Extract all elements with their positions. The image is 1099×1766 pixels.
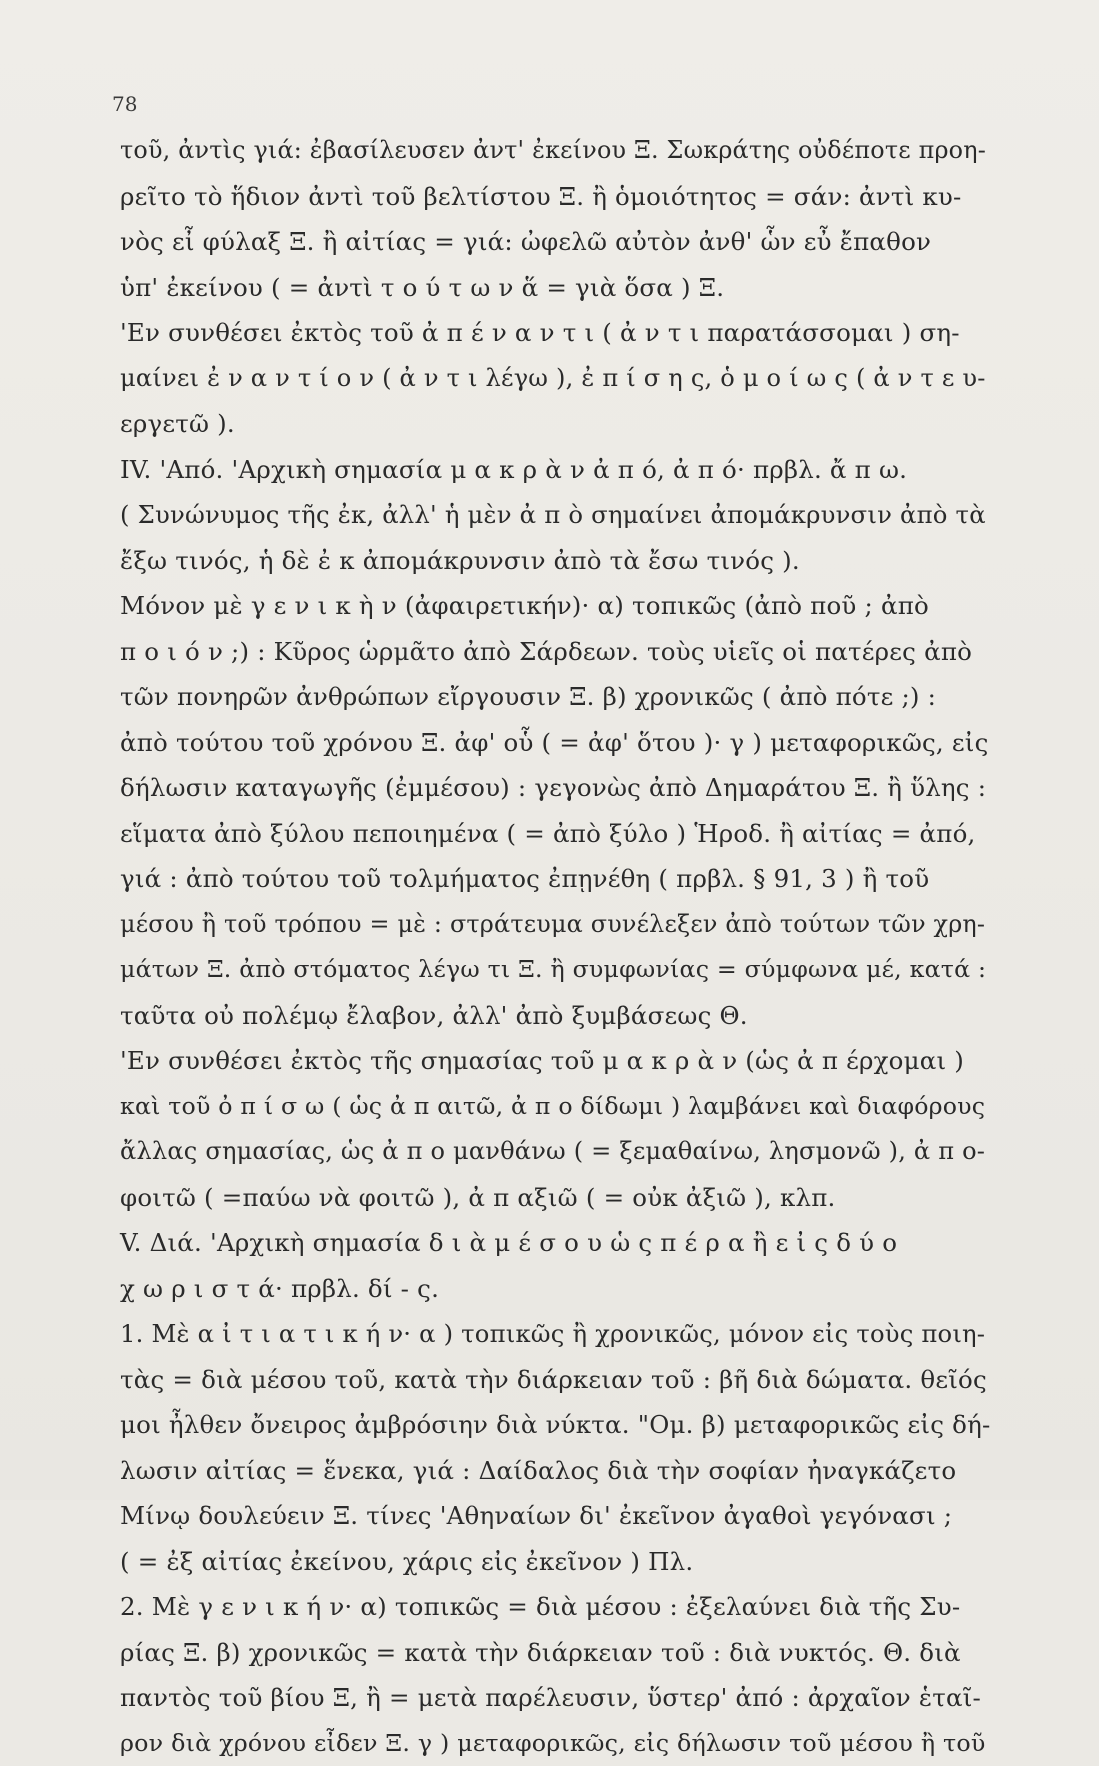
- text-line: π ο ι ό ν ;) : Κῦρος ὡρμᾶτο ἀπὸ Σάρδεων. τοὺς υἱεῖς οἱ πατέρες ἀπὸ: [120, 629, 990, 675]
- text-line: μοι ἦλθεν ὄνειρος ἀμβρόσιην διὰ νύκτα. "Ομ. β) μεταφορικῶς εἰς δή-: [120, 1402, 990, 1448]
- text-line: μάτων Ξ. ἀπὸ στόματος λέγω τι Ξ. ἢ συμφωνίας = σύμφωνα μέ, κατά :: [120, 947, 990, 993]
- text-line: μαίνει ἐ ν α ν τ ί ο ν ( ἀ ν τ ι λέγω ), ἐ π ί σ η ς, ὁ μ ο ί ω ς ( ἀ ν τ ε υ-: [120, 356, 990, 402]
- text-line: τὰς = διὰ μέσου τοῦ, κατὰ τὴν διάρκειαν τοῦ : βῆ διὰ δώματα. θεῖός: [120, 1357, 990, 1403]
- text-line: ρον διὰ χρόνου εἶδεν Ξ. γ ) μεταφορικῶς, εἰς δήλωσιν τοῦ μέσου ἢ τοῦ: [120, 1721, 990, 1766]
- text-line: τοῦ, ἀντὶς γιά: ἐβασίλευσεν ἀντ' ἐκείνου Ξ. Σωκράτης οὐδέποτε προη-: [120, 128, 990, 174]
- text-line: χ ω ρ ι σ τ ά· πρβλ. δί - ς.: [120, 1266, 990, 1312]
- text-line: παντὸς τοῦ βίου Ξ, ἢ = μετὰ παρέλευσιν, ὕστερ' ἀπό : ἀρχαῖον ἑταῖ-: [120, 1675, 990, 1721]
- text-line: ( Συνώνυμος τῆς ἐκ, ἀλλ' ἡ μὲν ἀ π ὸ σημαίνει ἀπομάκρυνσιν ἀπὸ τὰ: [120, 492, 990, 538]
- text-line: ρίας Ξ. β) χρονικῶς = κατὰ τὴν διάρκειαν τοῦ : διὰ νυκτός. Θ. διὰ: [120, 1630, 990, 1676]
- text-line: 'Εν συνθέσει ἐκτὸς τῆς σημασίας τοῦ μ α κ ρ ὰ ν (ὡς ἀ π έρχομαι ): [120, 1038, 990, 1084]
- text-line: Μίνῳ δουλεύειν Ξ. τίνες 'Αθηναίων δι' ἐκεῖνον ἀγαθοὶ γεγόνασι ;: [120, 1493, 990, 1539]
- text-line: ἀπὸ τούτου τοῦ χρόνου Ξ. ἀφ' οὗ ( = ἀφ' ὅτου )· γ ) μεταφορικῶς, εἰς: [120, 720, 990, 766]
- text-line: νὸς εἶ φύλαξ Ξ. ἢ αἰτίας = γιά: ὠφελῶ αὐτὸν ἀνθ' ὧν εὖ ἔπαθον: [120, 219, 990, 265]
- text-line: εἵματα ἀπὸ ξύλου πεποιημένα ( = ἀπὸ ξύλο ) Ἡροδ. ἢ αἰτίας = ἀπό,: [120, 811, 990, 857]
- text-line: 'Εν συνθέσει ἐκτὸς τοῦ ἀ π έ ν α ν τ ι ( ἀ ν τ ι παρατάσσομαι ) ση-: [120, 310, 990, 356]
- text-line: IV. 'Από. 'Αρχικὴ σημασία μ α κ ρ ὰ ν ἀ π ό, ἀ π ό· πρβλ. ἄ π ω.: [120, 447, 990, 493]
- text-line: μέσου ἢ τοῦ τρόπου = μὲ : στράτευμα συνέλεξεν ἀπὸ τούτων τῶν χρη-: [120, 902, 990, 948]
- text-line: λωσιν αἰτίας = ἕνεκα, γιά : Δαίδαλος διὰ τὴν σοφίαν ἠναγκάζετο: [120, 1448, 990, 1494]
- text-line: ρεῖτο τὸ ἥδιον ἀντὶ τοῦ βελτίστου Ξ. ἢ ὁμοιότητος = σάν: ἀντὶ κυ-: [120, 174, 990, 220]
- text-line: δήλωσιν καταγωγῆς (ἐμμέσου) : γεγονὼς ἀπὸ Δημαράτου Ξ. ἢ ὕλης :: [120, 765, 990, 811]
- text-line: V. Διά. 'Αρχικὴ σημασία δ ι ὰ μ έ σ ο υ ὡ ς π έ ρ α ἢ ε ἰ ς δ ύ ο: [120, 1220, 990, 1266]
- text-line: 1. Μὲ α ἰ τ ι α τ ι κ ή ν· α ) τοπικῶς ἢ χρονικῶς, μόνον εἰς τοὺς ποιη-: [120, 1311, 990, 1357]
- text-line: ὑπ' ἐκείνου ( = ἀντὶ τ ο ύ τ ω ν ἅ = γιὰ ὅσα ) Ξ.: [120, 265, 990, 311]
- text-line: ( = ἐξ αἰτίας ἐκείνου, χάρις εἰς ἐκεῖνον ) Πλ.: [120, 1539, 990, 1585]
- text-block: [120, 128, 990, 1766]
- page-number: 78: [112, 92, 137, 116]
- text-line: εργετῶ ).: [120, 401, 990, 447]
- text-line: καὶ τοῦ ὀ π ί σ ω ( ὡς ἀ π αιτῶ, ἀ π ο δίδωμι ) λαμβάνει καὶ διαφόρους: [120, 1084, 990, 1130]
- text-line: ἔξω τινός, ἡ δὲ ἐ κ ἀπομάκρυνσιν ἀπὸ τὰ ἔσω τινός ).: [120, 538, 990, 584]
- text-line: ἄλλας σημασίας, ὡς ἀ π ο μανθάνω ( = ξεμαθαίνω, λησμονῶ ), ἀ π ο-: [120, 1129, 990, 1175]
- text-line: Μόνον μὲ γ ε ν ι κ ὴ ν (ἀφαιρετικήν)· α) τοπικῶς (ἀπὸ ποῦ ; ἀπὸ: [120, 583, 990, 629]
- text-line: ταῦτα οὐ πολέμῳ ἔλαβον, ἀλλ' ἀπὸ ξυμβάσεως Θ.: [120, 993, 990, 1039]
- text-line: τῶν πονηρῶν ἀνθρώπων εἴργουσιν Ξ. β) χρονικῶς ( ἀπὸ πότε ;) :: [120, 674, 990, 720]
- text-line: φοιτῶ ( =παύω νὰ φοιτῶ ), ἀ π αξιῶ ( = οὐκ ἀξιῶ ), κλπ.: [120, 1175, 990, 1221]
- text-line: γιά : ἀπὸ τούτου τοῦ τολμήματος ἐπῃνέθη ( πρβλ. § 91, 3 ) ἢ τοῦ: [120, 856, 990, 902]
- text-line: 2. Μὲ γ ε ν ι κ ή ν· α) τοπικῶς = διὰ μέσου : ἐξελαύνει διὰ τῆς Συ-: [120, 1584, 990, 1630]
